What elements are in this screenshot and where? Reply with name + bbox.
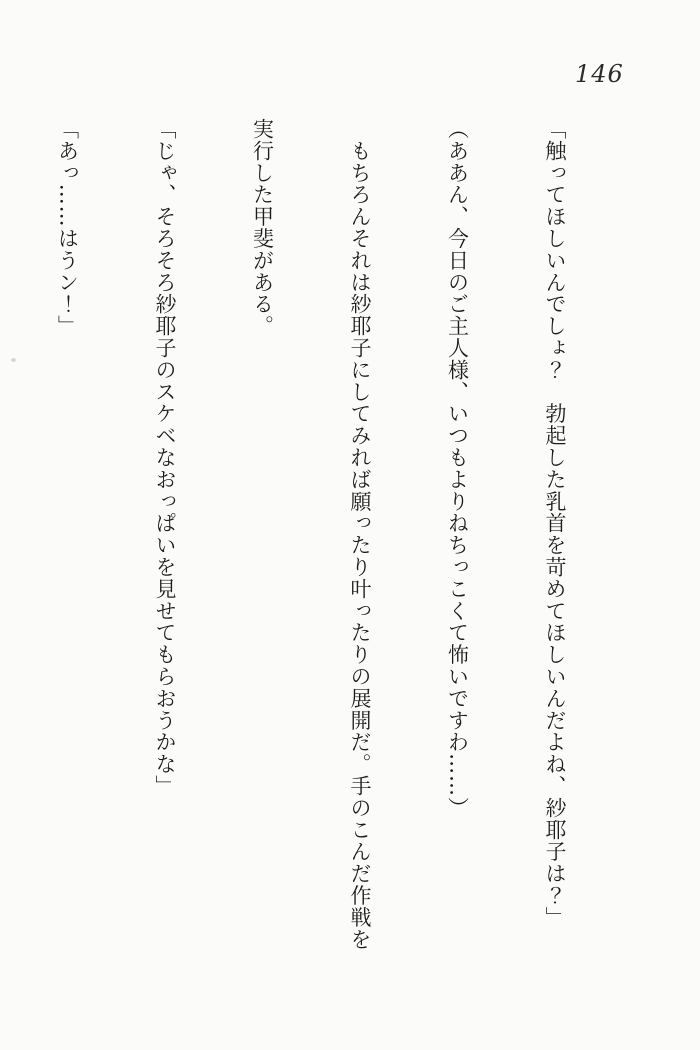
column-text: 「触ってほしいんでしょ？ 勃起した乳首を苛めてほしいんだよね、紗耶子は？」 — [543, 118, 567, 929]
text-column — [246, 118, 279, 960]
text-column — [51, 118, 84, 960]
column-text: もちろんそれは紗耶子にしてみれば願ったり叶ったりの展開だ。手のこんだ作戦を — [348, 118, 372, 951]
column-text: 「じゃ、そろそろ紗耶子のスケベなおっぱいを見せてもらおうかな」 — [153, 118, 177, 797]
text-column — [441, 118, 474, 960]
column-text: 「あっ……はうン！」 — [55, 118, 80, 337]
text-column — [149, 118, 182, 960]
text-column — [344, 118, 377, 960]
column-text: 実行した甲斐がある。 — [250, 118, 275, 337]
page-number: 146 — [575, 60, 624, 88]
text-column — [539, 118, 572, 960]
column-text: （ああん、今日のご主人様、いつもよりねちっこくて怖いですわ……） — [445, 118, 470, 819]
vertical-text-block — [0, 118, 636, 960]
